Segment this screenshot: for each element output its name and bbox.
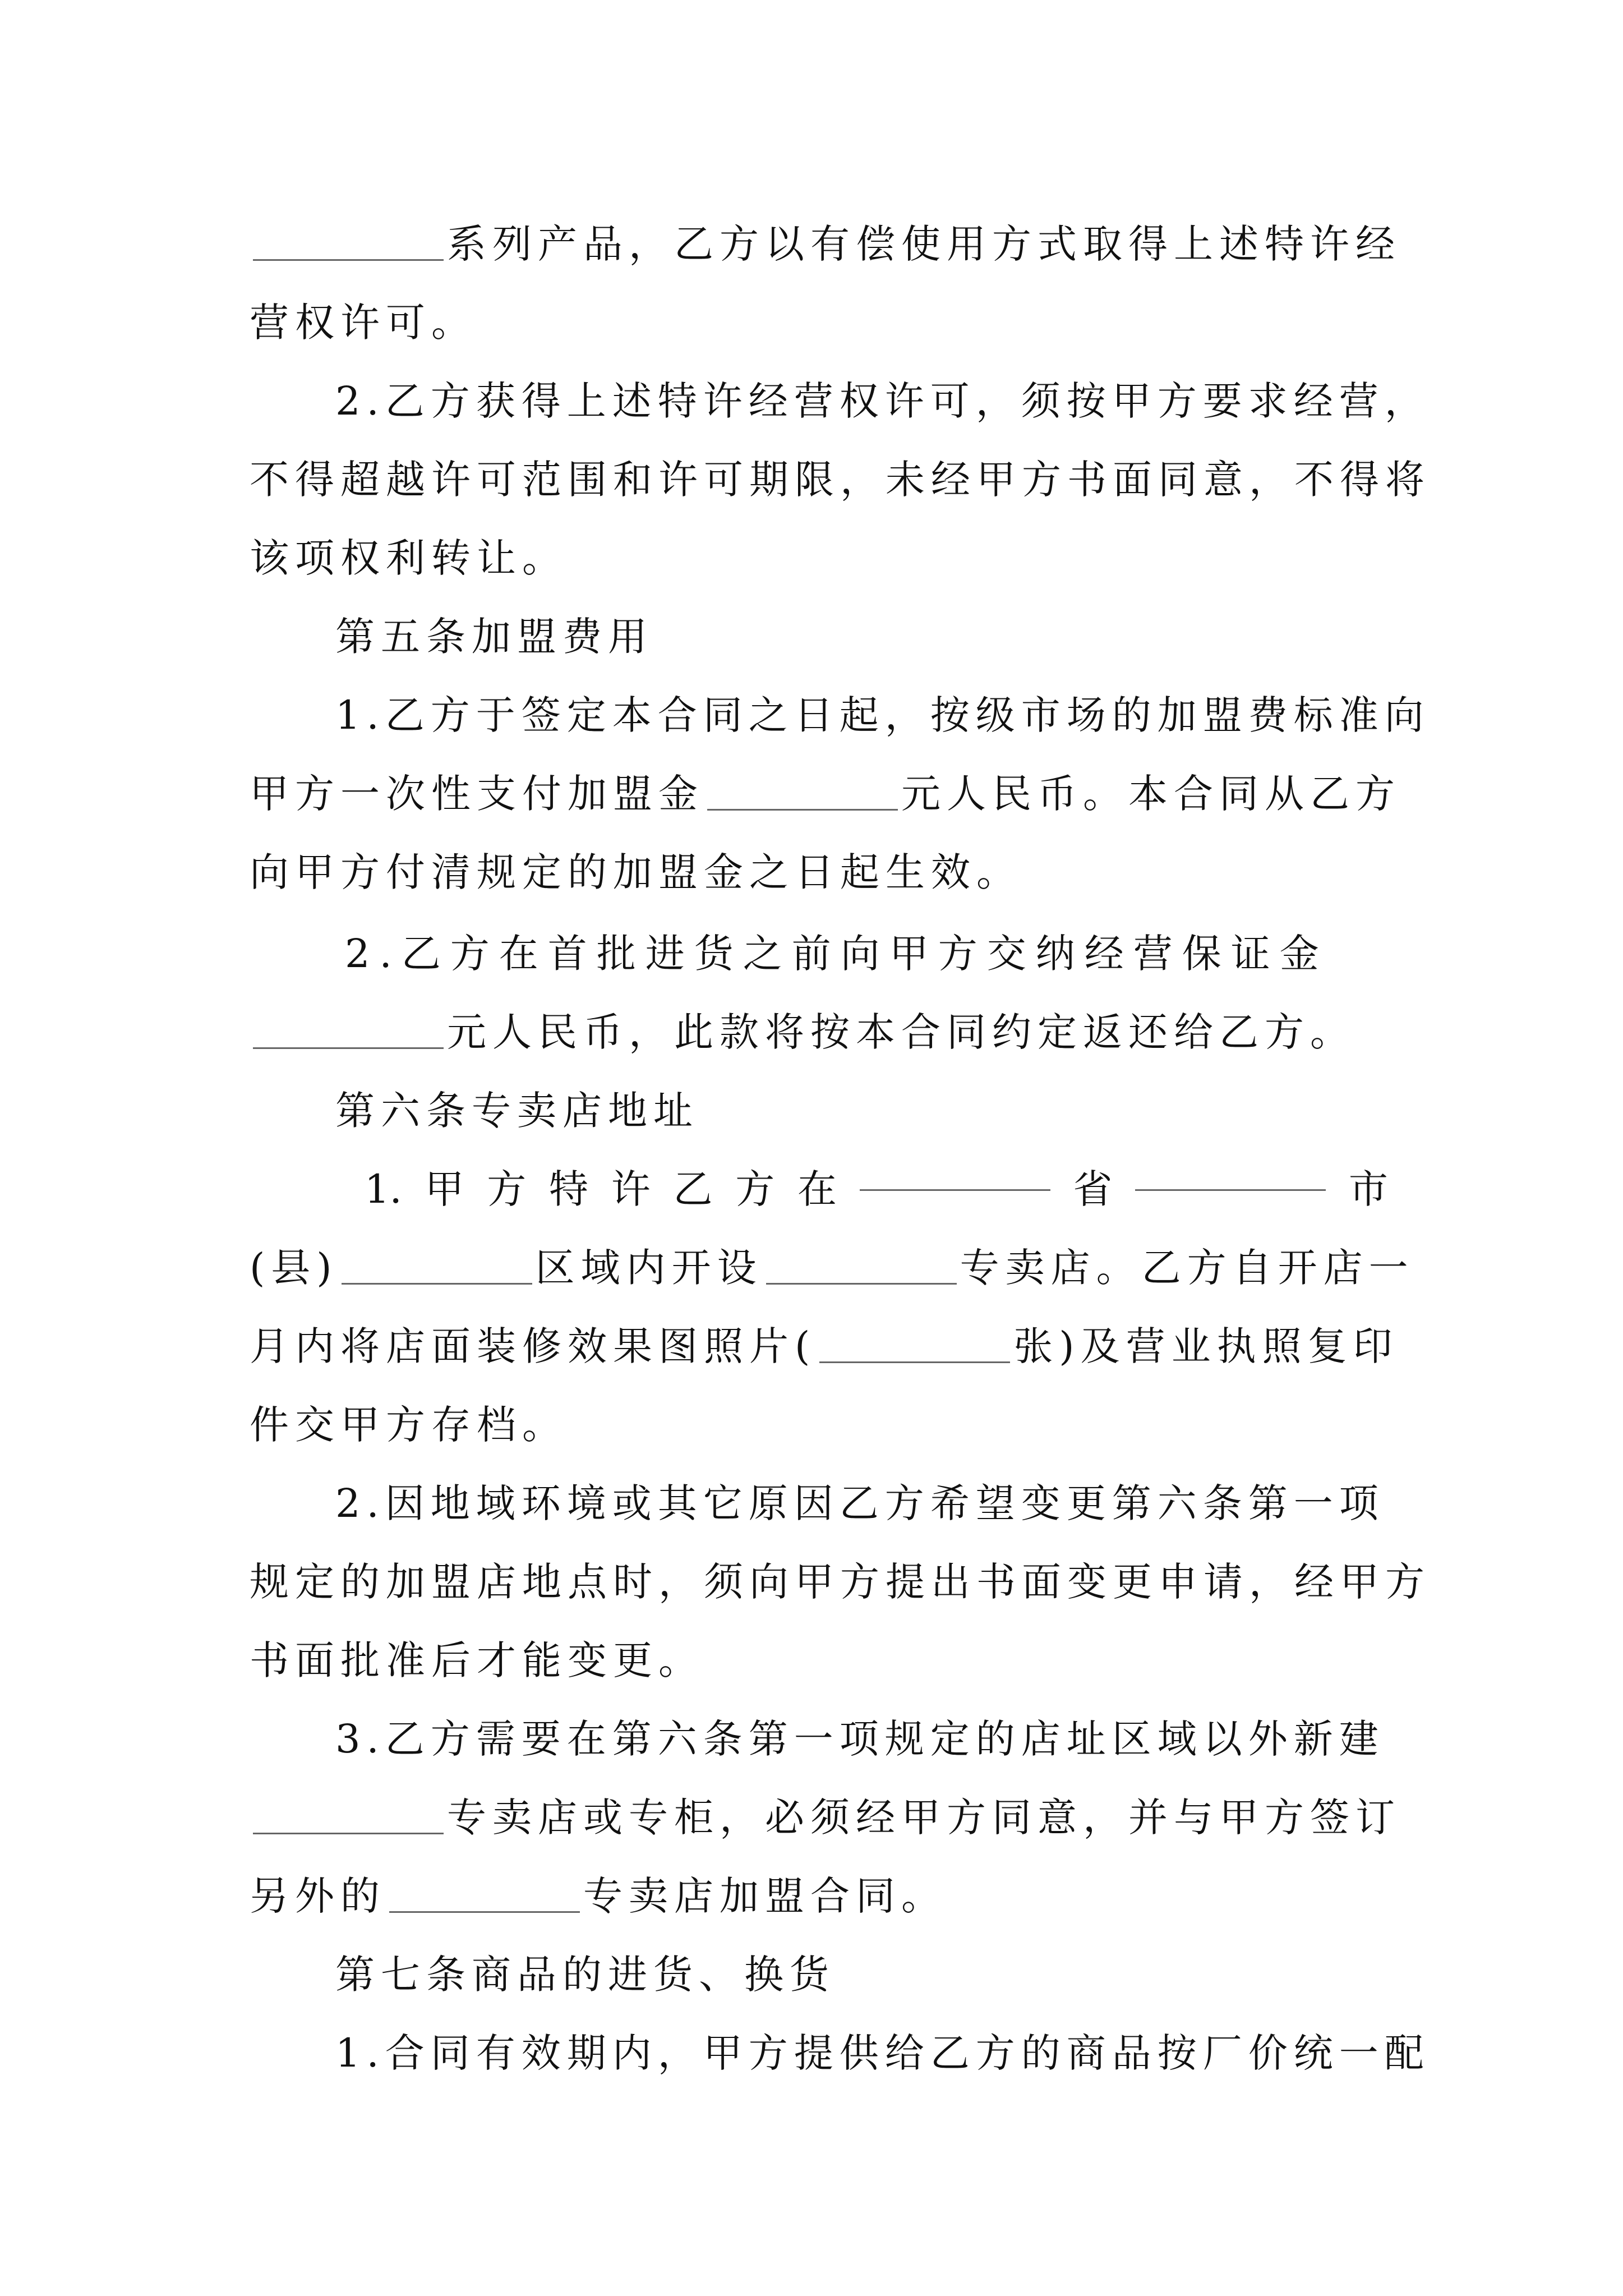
paragraph-line: 该项权利转让。 — [250, 535, 568, 581]
fill-in-blank[interactable] — [253, 1793, 444, 1834]
fill-in-blank[interactable] — [342, 1244, 532, 1285]
fill-in-blank[interactable] — [860, 1150, 1050, 1191]
paragraph-line: 件交甲方存档。 — [250, 1402, 568, 1448]
fill-in-blank[interactable] — [253, 220, 444, 261]
paragraph-line: 营权许可。 — [250, 300, 477, 346]
paragraph-line: 2.因地域环境或其它原因乙方希望变更第六条第一项 — [335, 1480, 1385, 1526]
paragraph-line: 2.乙方在首批进货之前向甲方交纳经营保证金 — [345, 931, 1329, 977]
paragraph-line: 1.乙方于签定本合同之日起，按级市场的加盟费标准向 — [335, 692, 1430, 738]
paragraph-line: 另外的 专卖店加盟合同。 — [250, 1873, 947, 1919]
fill-in-blank[interactable] — [707, 770, 898, 811]
paragraph-line: 不得超越许可范围和许可期限，未经甲方书面同意，不得将 — [250, 457, 1431, 503]
fill-in-blank[interactable] — [819, 1322, 1010, 1363]
section-heading: 第六条专卖店地址 — [335, 1088, 699, 1134]
fill-in-blank[interactable] — [389, 1872, 580, 1913]
paragraph-line: 1.合同有效期内，甲方提供给乙方的商品按厂价统一配 — [335, 2030, 1430, 2076]
fill-in-blank[interactable] — [766, 1244, 957, 1285]
paragraph-line: 2.乙方获得上述特许经营权许可，须按甲方要求经营， — [335, 378, 1430, 424]
paragraph-line: 1. 甲 方 特 许 乙 方 在 省 市 — [365, 1150, 1388, 1228]
paragraph-line: 规定的加盟店地点时，须向甲方提出书面变更申请，经甲方 — [250, 1559, 1431, 1605]
paragraph-line: 甲方一次性支付加盟金 元人民币。本合同从乙方 — [250, 771, 1401, 817]
paragraph-line: 向甲方付清规定的加盟金之日起生效。 — [250, 849, 1022, 895]
paragraph-line: (县) 区域内开设 专卖店。乙方自开店一 — [250, 1245, 1414, 1291]
fill-in-blank[interactable] — [253, 1008, 444, 1049]
paragraph-line: 专卖店或专柜，必须经甲方同意，并与甲方签订 — [250, 1778, 1388, 1857]
paragraph-line: 元人民币，此款将按本合同约定返还给乙方。 — [250, 993, 1388, 1071]
section-heading: 第七条商品的进货、换货 — [335, 1952, 835, 1998]
paragraph-line: 3.乙方需要在第六条第一项规定的店址区域以外新建 — [335, 1716, 1385, 1762]
paragraph-line: 月内将店面装修效果图照片( 张)及营业执照复印 — [250, 1323, 1399, 1369]
paragraph-line: 书面批准后才能变更。 — [250, 1637, 704, 1683]
section-heading: 第五条加盟费用 — [335, 614, 653, 660]
paragraph-line: 系列产品，乙方以有偿使用方式取得上述特许经 — [250, 205, 1388, 283]
fill-in-blank[interactable] — [1135, 1150, 1326, 1191]
